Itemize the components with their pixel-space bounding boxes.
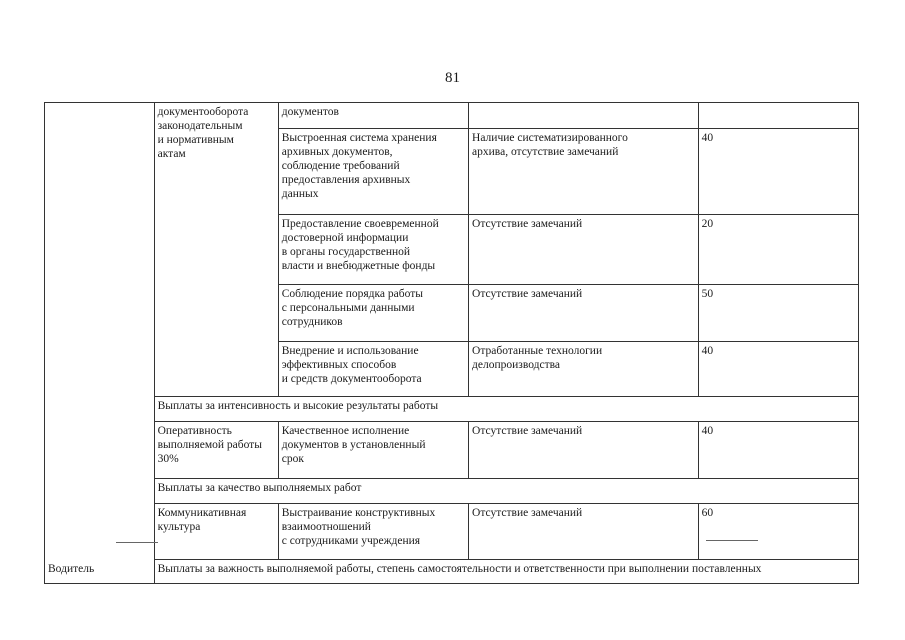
points-cell-empty (698, 103, 858, 129)
condition-cell: Отработанные технологии делопроизводства (469, 342, 699, 397)
indicator-cell: документов (278, 103, 468, 129)
condition-cell: Отсутствие замечаний (469, 215, 699, 285)
indicator-cell: Выстраивание конструктивных взаимоотношений с сотрудниками учреждения (278, 504, 468, 560)
table-row (45, 103, 859, 129)
indicator-cell: Выстроенная система хранения архивных документов, соблюдение требований предоставления архивных данных (278, 129, 468, 215)
points-cell: 50 (698, 285, 858, 342)
points-cell: 40 (698, 342, 858, 397)
position-cell: Водитель (45, 560, 155, 584)
section-heading-intensity: Выплаты за интенсивность и высокие результаты работы (154, 397, 858, 422)
criterion-cell: Коммуникативная культура (154, 504, 278, 560)
position-cell-empty (45, 103, 155, 560)
criterion-cell: документооборота законодательным и нормативным актам (154, 103, 278, 397)
table-row (45, 504, 859, 560)
condition-cell: Отсутствие замечаний (469, 504, 699, 560)
criterion-cell: Оперативность выполняемой работы 30% (154, 422, 278, 479)
table-row (45, 560, 859, 584)
indicator-cell: Предоставление своевременной достоверной информации в органы государственной власти и внебюджетные фонды (278, 215, 468, 285)
indicator-cell: Внедрение и использование эффективных способов и средств документооборота (278, 342, 468, 397)
driver-payments-cell: Выплаты за важность выполняемой работы, степень самостоятельности и ответственности при выполнении поставленных (154, 560, 858, 584)
section-row (45, 479, 859, 504)
condition-cell: Отсутствие замечаний (469, 422, 699, 479)
points-cell: 40 (698, 129, 858, 215)
points-cell: 20 (698, 215, 858, 285)
scan-mark (116, 542, 158, 543)
indicator-cell: Качественное исполнение документов в установленный срок (278, 422, 468, 479)
points-cell: 40 (698, 422, 858, 479)
scan-mark (706, 540, 758, 541)
condition-cell-empty (469, 103, 699, 129)
indicator-cell: Соблюдение порядка работы с персональными данными сотрудников (278, 285, 468, 342)
section-heading-quality: Выплаты за качество выполняемых работ (154, 479, 858, 504)
condition-cell: Наличие систематизированного архива, отсутствие замечаний (469, 129, 699, 215)
page-number: 81 (445, 70, 460, 86)
points-cell: 60 (698, 504, 858, 560)
condition-cell: Отсутствие замечаний (469, 285, 699, 342)
payments-criteria-table (44, 102, 859, 584)
table-row (45, 422, 859, 479)
section-row (45, 397, 859, 422)
